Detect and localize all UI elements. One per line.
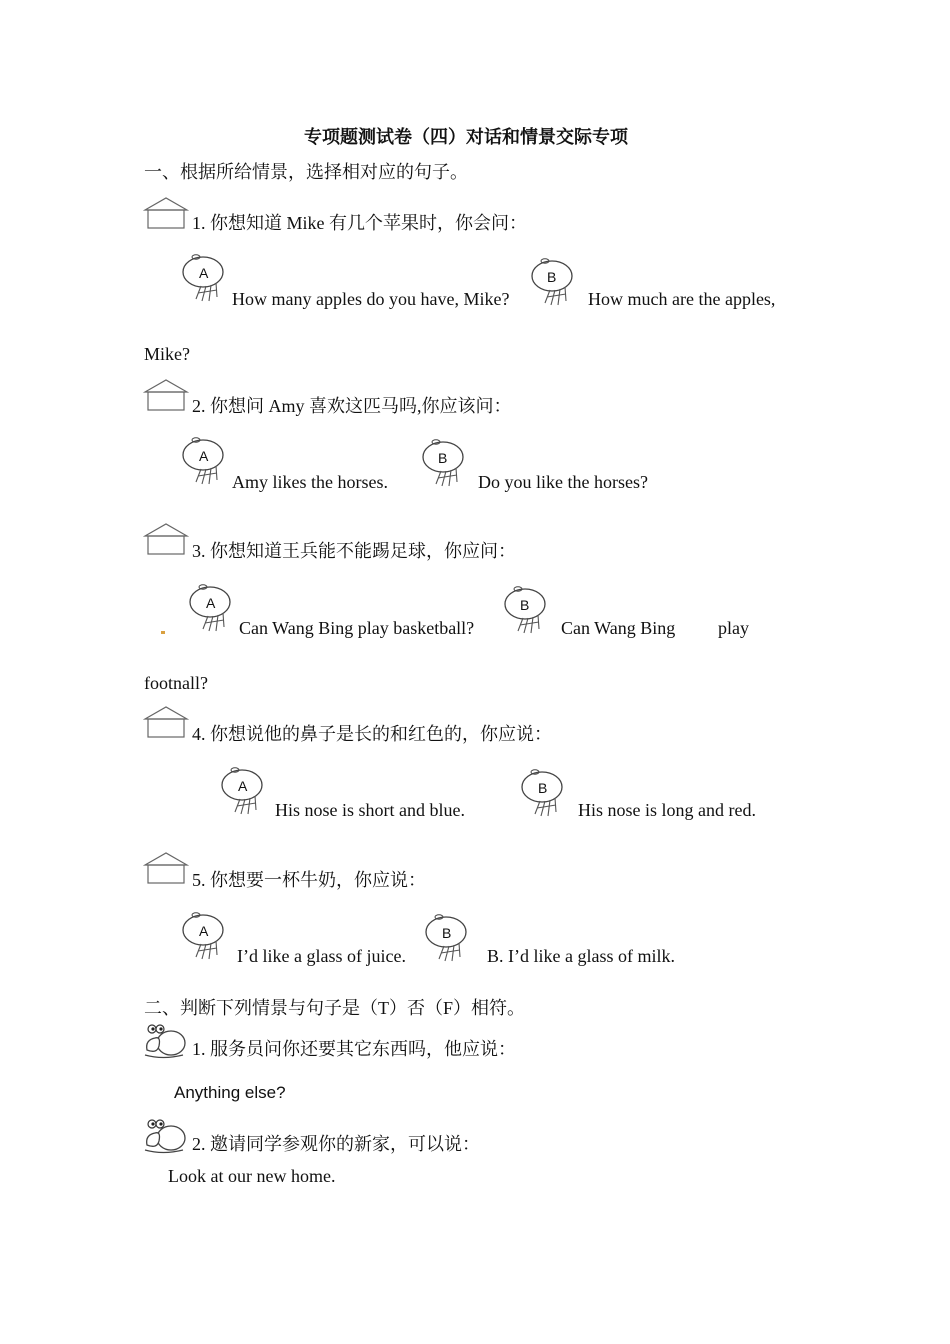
- option-b-letter: B: [538, 780, 548, 796]
- item-1-sentence: Anything else?: [174, 1083, 286, 1102]
- question-5-option-b[interactable]: B. I’d like a glass of milk.: [487, 946, 675, 966]
- question-2-option-a[interactable]: Amy likes the horses.: [232, 472, 388, 492]
- house-icon: [143, 705, 189, 739]
- question-2-prompt: 2. 你想问 Amy 喜欢这匹马吗,你应该问：: [192, 396, 512, 416]
- stray-mark: [161, 631, 165, 634]
- house-icon: [143, 378, 189, 412]
- option-a-letter: A: [199, 265, 209, 281]
- house-icon: [143, 851, 189, 885]
- option-a-letter: A: [206, 595, 216, 611]
- question-4-option-a[interactable]: His nose is short and blue.: [275, 800, 465, 820]
- option-a-letter: A: [199, 448, 209, 464]
- option-b-letter: B: [547, 269, 557, 285]
- question-4-option-b[interactable]: His nose is long and red.: [578, 800, 756, 820]
- item-2-prompt: 2. 邀请同学参观你的新家，可以说：: [192, 1134, 480, 1154]
- bug-icon: [143, 1020, 189, 1060]
- question-1-option-a[interactable]: How many apples do you have, Mike?: [232, 289, 510, 309]
- question-3-option-b-word: play: [718, 618, 749, 638]
- question-4-prompt: 4. 你想说他的鼻子是长的和红色的，你应说：: [192, 724, 552, 744]
- question-3-option-a[interactable]: Can Wang Bing play basketball?: [239, 618, 475, 638]
- page-title: 专项题测试卷（四）对话和情景交际专项: [304, 127, 628, 147]
- section1-heading: 一、根据所给情景，选择相对应的句子。: [144, 162, 468, 182]
- house-icon: [143, 196, 189, 230]
- option-a-letter: A: [238, 778, 248, 794]
- question-2-option-b[interactable]: Do you like the horses?: [478, 472, 648, 492]
- question-3-option-b[interactable]: Can Wang Bing: [561, 618, 676, 638]
- question-3-prompt: 3. 你想知道王兵能不能踢足球，你应问：: [192, 541, 516, 561]
- option-b-letter: B: [442, 925, 452, 941]
- bug-icon: [143, 1115, 189, 1155]
- question-1-prompt: 1. 你想知道 Mike 有几个苹果时，你会问：: [192, 213, 527, 233]
- question-5-option-a[interactable]: I’d like a glass of juice.: [237, 946, 406, 966]
- item-1-prompt: 1. 服务员问你还要其它东西吗，他应说：: [192, 1039, 516, 1059]
- section2-heading: 二、判断下列情景与句子是（T）否（F）相符。: [144, 998, 526, 1018]
- question-3-option-b-continued: footnall?: [144, 673, 208, 693]
- question-1-option-b[interactable]: How much are the apples,: [588, 289, 776, 309]
- option-b-letter: B: [520, 597, 530, 613]
- item-2-sentence: Look at our new home.: [168, 1166, 336, 1186]
- house-icon: [143, 522, 189, 556]
- option-a-letter: A: [199, 923, 209, 939]
- question-1-option-b-continued: Mike?: [144, 344, 190, 364]
- question-5-prompt: 5. 你想要一杯牛奶，你应说：: [192, 870, 426, 890]
- option-b-letter: B: [438, 450, 448, 466]
